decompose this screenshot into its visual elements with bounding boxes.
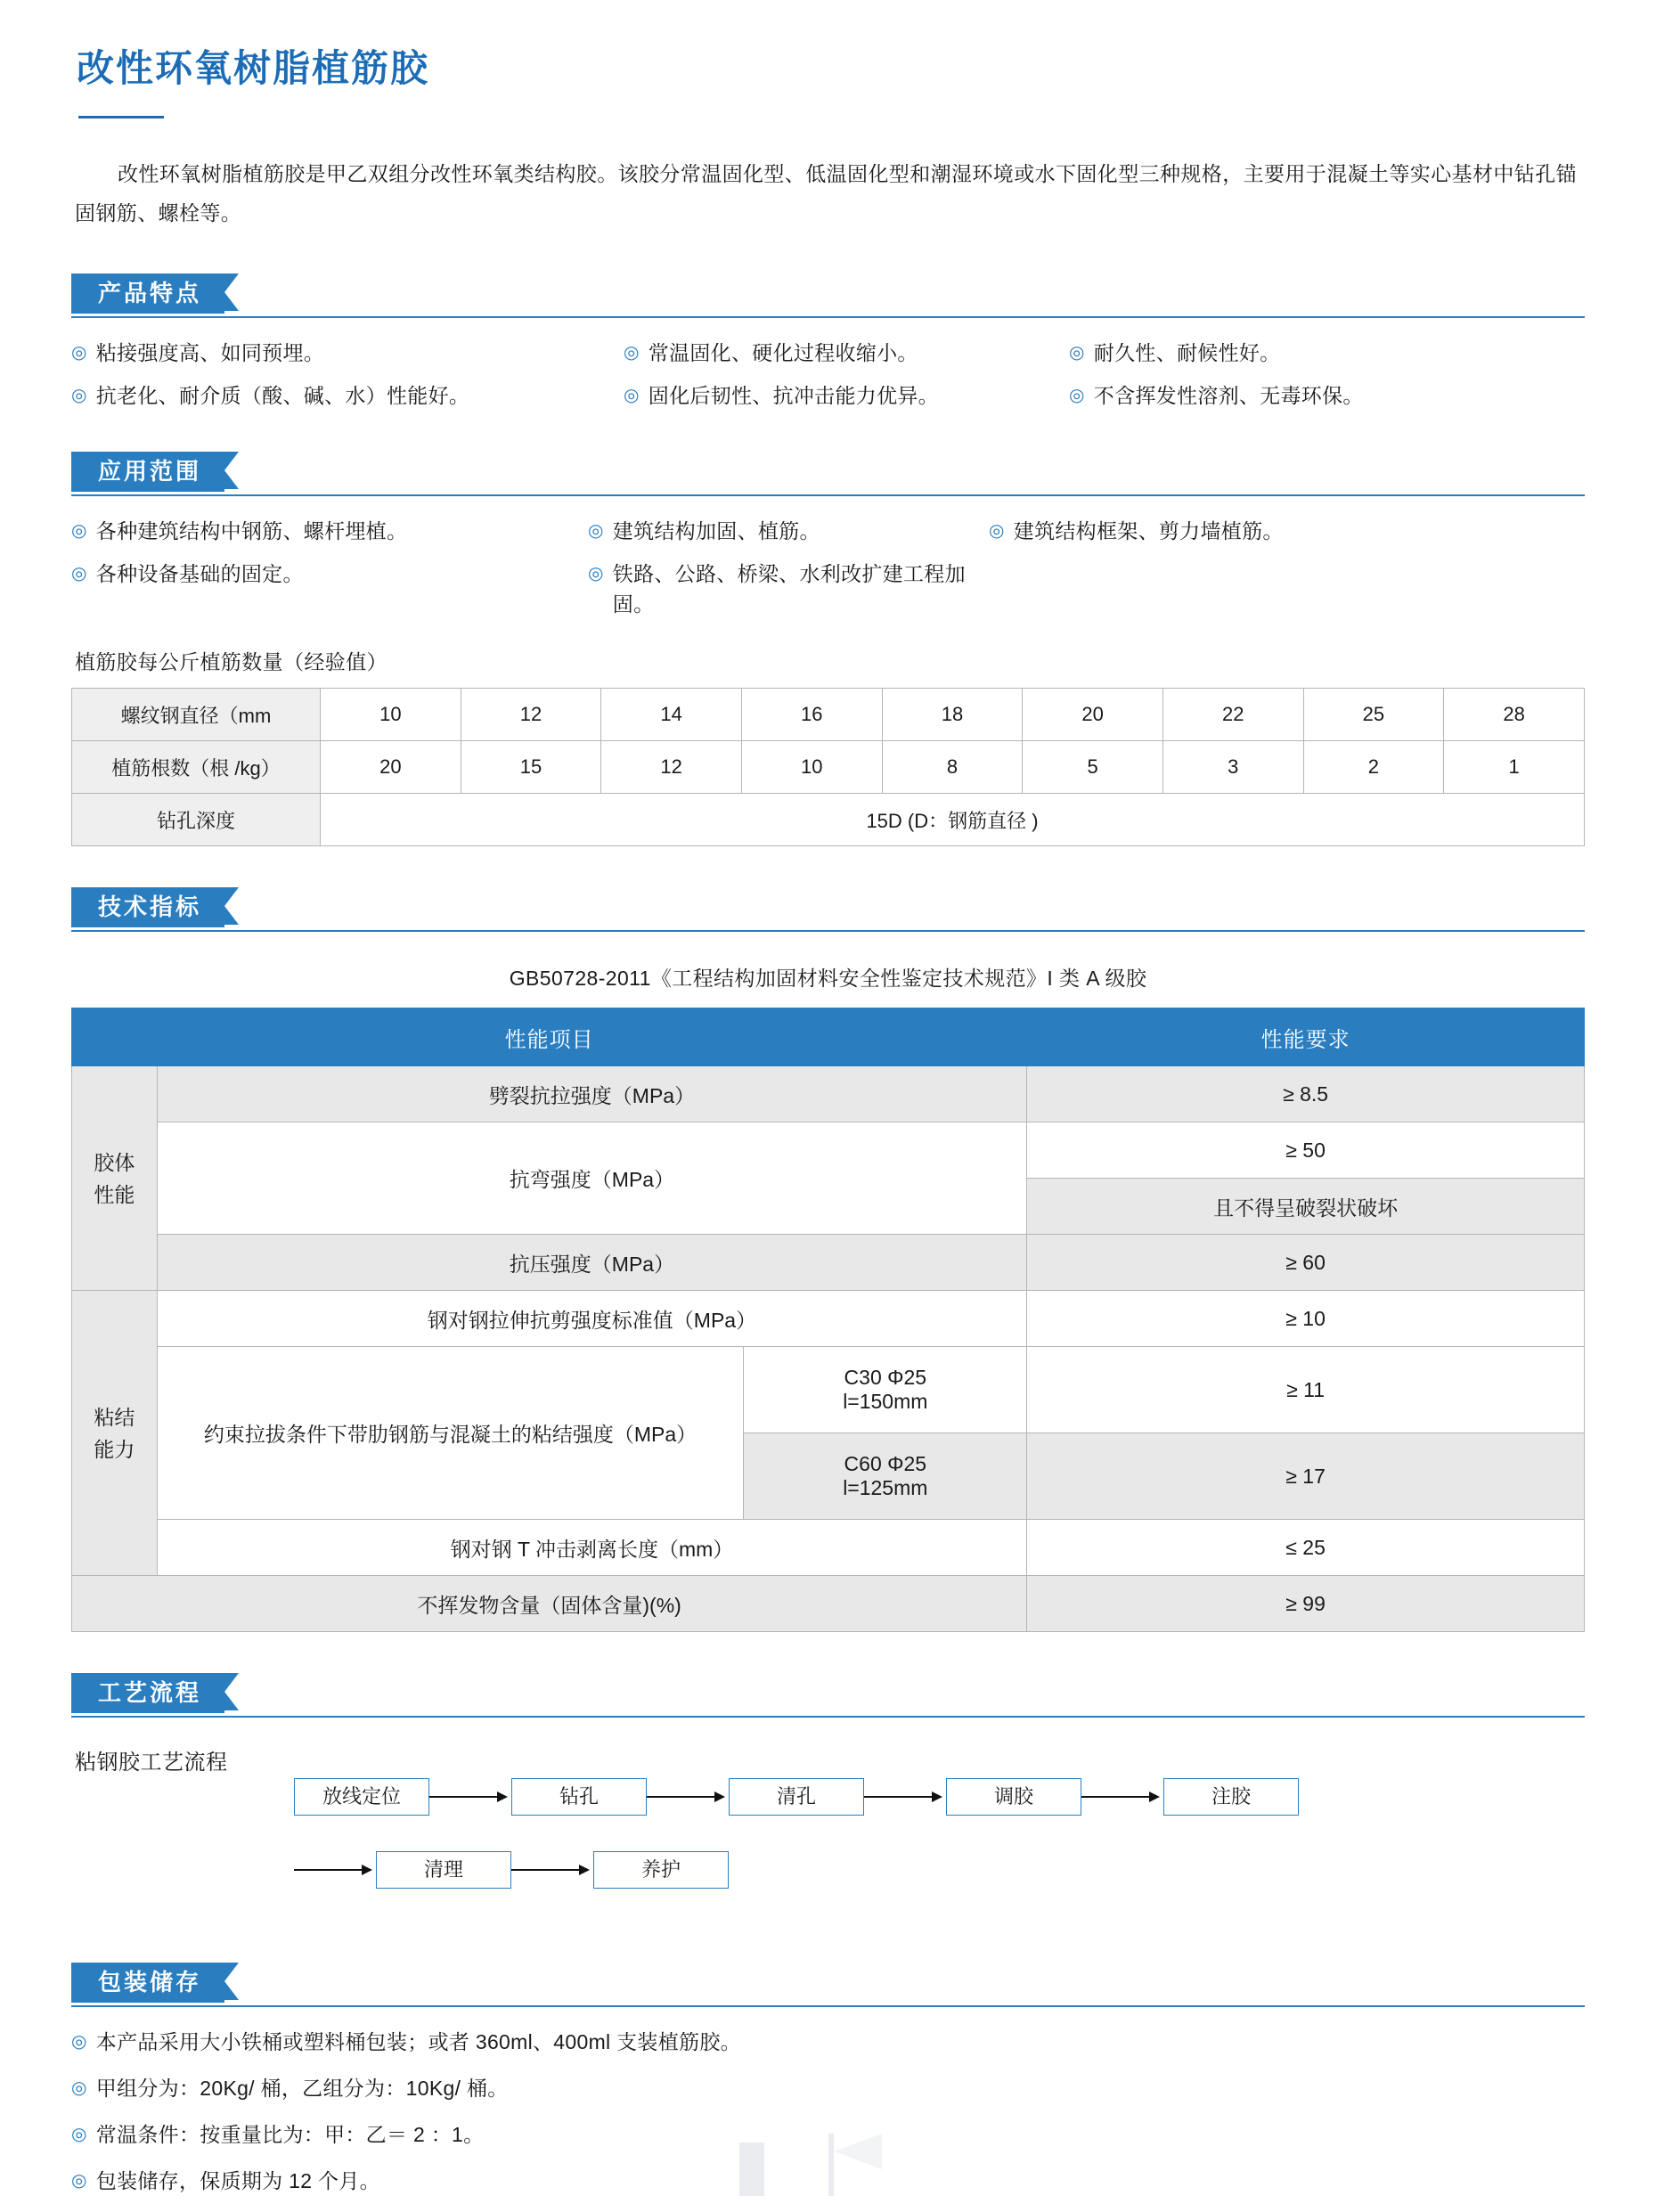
cell: ≥ 17: [1027, 1433, 1585, 1520]
row-label: 螺纹钢直径（mm: [72, 689, 321, 741]
technical-specification-table: [71, 1008, 1585, 1632]
section-header-technical: [71, 887, 1585, 932]
bullet-icon: ◎: [588, 521, 604, 541]
cell: 抗压强度（MPa）: [157, 1235, 1027, 1291]
cell: 25: [1303, 689, 1444, 741]
section-header-process: [71, 1673, 1585, 1718]
section-rule: [71, 494, 1585, 496]
list-item-label: 甲组分为：20Kg/ 桶，乙组分为：10Kg/ 桶。: [95, 2077, 509, 2100]
list-item: [71, 516, 588, 546]
cell-concrete-c30: [744, 1347, 1027, 1433]
group-label-line2: 性能: [94, 1182, 135, 1206]
list-item-label: 建筑结构加固、植筋。: [612, 519, 820, 543]
list-item-label: 建筑结构框架、剪力墙植筋。: [1013, 519, 1284, 543]
bullet-icon: ◎: [588, 564, 604, 584]
list-item-label: 常温固化、硬化过程收缩小。: [648, 341, 918, 364]
group-label-line2: 能力: [94, 1437, 135, 1461]
features-row: [71, 380, 1585, 411]
section-rule: [71, 930, 1585, 932]
cell: 1: [1444, 741, 1585, 794]
bullet-icon: ◎: [71, 564, 87, 584]
flow-arrow-icon: [647, 1792, 729, 1802]
row-label: 钻孔深度: [72, 794, 321, 846]
embedment-length: l=125mm: [843, 1476, 928, 1499]
rebar-table-caption: 植筋胶每公斤植筋数量（经验值）: [75, 650, 387, 673]
bullet-icon: ◎: [624, 343, 640, 363]
flow-step: 清孔: [729, 1778, 864, 1816]
section-title-application: 应用范围: [71, 452, 224, 492]
section-header-application: [71, 452, 1585, 496]
intro-paragraph: 改性环氧树脂植筋胶是甲乙双组分改性环氧类结构胶。该胶分常温固化型、低温固化型和潮湿环境或水下固化型三种规格，主要用于混凝土等实心基材中钻孔锚固钢筋、螺栓等。: [75, 162, 1577, 224]
process-flow-row-2: [294, 1843, 1585, 1897]
flow-arrow-icon: [511, 1865, 593, 1875]
cell: 15: [461, 741, 601, 794]
section-title-packaging: 包装储存: [71, 1963, 224, 2003]
cell: 18: [882, 689, 1023, 741]
bullet-icon: ◎: [71, 2078, 87, 2098]
table-row: [72, 1576, 1585, 1632]
cell: 2: [1303, 741, 1444, 794]
list-item-label: 粘接强度高、如同预埋。: [95, 341, 325, 364]
cell: 14: [601, 689, 742, 741]
cell: 且不得呈破裂状破坏: [1027, 1179, 1585, 1235]
group-label-line1: 粘结: [94, 1405, 135, 1429]
section-rule: [71, 2005, 1585, 2007]
features-row: [71, 338, 1585, 368]
cell: 8: [882, 741, 1023, 794]
list-item: [588, 516, 989, 546]
table-row: [72, 1347, 1585, 1433]
application-list: [71, 516, 1585, 619]
bullet-icon: ◎: [989, 521, 1005, 541]
title-underline: [78, 116, 164, 118]
cell: 15D (D：钢筋直径 ): [321, 794, 1585, 846]
list-item-label: 固化后韧性、抗冲击能力优异。: [648, 384, 939, 407]
embedment-length: l=150mm: [843, 1390, 928, 1413]
cell: 5: [1023, 741, 1163, 794]
row-label: 植筋根数（根 /kg）: [72, 741, 321, 794]
concrete-grade: C30 Φ25: [844, 1366, 927, 1389]
section-rule: [71, 316, 1585, 318]
section-technical: [71, 887, 1585, 1632]
column-header-item: 性能项目: [72, 1008, 1027, 1066]
bullet-icon: ◎: [624, 386, 640, 405]
cell: 不挥发物含量（固体含量)(%): [72, 1576, 1027, 1632]
page-title: 改性环氧树脂植筋胶: [77, 47, 430, 89]
group-label-bonding: [72, 1291, 158, 1576]
list-item: [624, 338, 1069, 368]
section-title-features: 产品特点: [71, 273, 224, 314]
list-item: [1069, 338, 1514, 368]
cell: ≥ 99: [1027, 1576, 1585, 1632]
list-item: [71, 338, 624, 368]
bullet-icon: ◎: [71, 2125, 87, 2144]
cell: 钢对钢 T 冲击剥离长度（mm）: [157, 1520, 1027, 1576]
flow-step: 养护: [593, 1851, 729, 1889]
cell: 10: [741, 741, 882, 794]
table-row: [72, 689, 1585, 741]
bullet-icon: ◎: [71, 386, 87, 405]
table-row: [72, 1066, 1585, 1122]
process-flow-caption: 粘钢胶工艺流程: [75, 1751, 228, 1775]
concrete-grade: C60 Φ25: [844, 1452, 927, 1475]
list-item: [588, 559, 989, 619]
table-row: [72, 1520, 1585, 1576]
process-flow-row-1: [294, 1770, 1585, 1824]
section-application: [71, 452, 1585, 846]
flow-step: 放线定位: [294, 1778, 429, 1816]
cell: ≥ 50: [1027, 1122, 1585, 1179]
flow-step: 钻孔: [511, 1778, 647, 1816]
list-item-label: 各种设备基础的固定。: [95, 562, 304, 585]
list-item-label: 包装储存，保质期为 12 个月。: [95, 2169, 380, 2192]
group-label-line1: 胶体: [94, 1150, 135, 1174]
column-header-requirement: 性能要求: [1027, 1008, 1585, 1066]
cell: 28: [1444, 689, 1585, 741]
table-header-row: [72, 1008, 1585, 1066]
standard-reference: GB50728-2011《工程结构加固材料安全性鉴定技术规范》I 类 A 级胶: [509, 967, 1147, 990]
cell: 劈裂抗拉强度（MPa）: [157, 1066, 1027, 1122]
bullet-icon: ◎: [1069, 386, 1085, 405]
cell: 10: [321, 689, 461, 741]
cell: ≥ 60: [1027, 1235, 1585, 1291]
process-flow-diagram: [71, 1770, 1585, 1922]
cell-concrete-c60: [744, 1433, 1027, 1520]
cell: 抗弯强度（MPa）: [157, 1122, 1027, 1235]
cell: ≥ 10: [1027, 1291, 1585, 1347]
section-features: [71, 273, 1585, 411]
list-item-label: 本产品采用大小铁桶或塑料桶包装；或者 360ml、400ml 支装植筋胶。: [95, 2030, 741, 2053]
list-item: [71, 380, 624, 411]
list-item-label: 常温条件：按重量比为：甲：乙＝ 2 ：1。: [95, 2123, 485, 2146]
bullet-icon: ◎: [1069, 343, 1085, 363]
list-item: [71, 559, 588, 619]
cell: 22: [1162, 689, 1303, 741]
list-item-label: 不含挥发性溶剂、无毒环保。: [1093, 384, 1364, 407]
page-watermark: [722, 2134, 935, 2196]
section-process: [71, 1673, 1585, 1922]
bullet-icon: ◎: [71, 521, 87, 541]
cell: ≥ 11: [1027, 1347, 1585, 1433]
list-item: [1069, 380, 1514, 411]
cell: 20: [1023, 689, 1163, 741]
list-item: [71, 2027, 1585, 2057]
cell: 3: [1162, 741, 1303, 794]
bullet-icon: ◎: [71, 2032, 87, 2052]
list-item-label: 抗老化、耐介质（酸、碱、水）性能好。: [95, 384, 470, 407]
cell: ≤ 25: [1027, 1520, 1585, 1576]
application-row: [71, 516, 1585, 546]
flow-step: 清理: [376, 1851, 511, 1889]
table-row: [72, 794, 1585, 846]
table-row: [72, 741, 1585, 794]
table-row: [72, 1122, 1585, 1179]
cell: 12: [601, 741, 742, 794]
cell: 16: [741, 689, 882, 741]
cell: 12: [461, 689, 601, 741]
bullet-icon: ◎: [71, 343, 87, 363]
cell: 20: [321, 741, 461, 794]
list-item: [989, 516, 1434, 546]
bullet-icon: ◎: [71, 2171, 87, 2191]
list-item-label: 各种建筑结构中钢筋、螺杆埋植。: [95, 519, 408, 543]
cell: 约束拉拔条件下带肋钢筋与混凝土的粘结强度（MPa）: [157, 1347, 744, 1520]
table-row: [72, 1235, 1585, 1291]
list-item-label: 耐久性、耐候性好。: [1093, 341, 1281, 364]
flow-arrow-icon: [294, 1865, 376, 1875]
section-title-process: 工艺流程: [71, 1673, 224, 1713]
list-item: [71, 2073, 1585, 2103]
flow-arrow-icon: [864, 1792, 946, 1802]
flow-arrow-icon: [429, 1792, 511, 1802]
section-title-technical: 技术指标: [71, 887, 224, 927]
flow-arrow-icon: [1081, 1792, 1163, 1802]
table-row: [72, 1291, 1585, 1347]
section-rule: [71, 1716, 1585, 1718]
rebar-quantity-table: [71, 688, 1585, 846]
cell: ≥ 8.5: [1027, 1066, 1585, 1122]
cell: 钢对钢拉伸抗剪强度标准值（MPa）: [157, 1291, 1027, 1347]
application-row: [71, 559, 1585, 619]
group-label-adhesive: [72, 1066, 158, 1291]
features-list: [71, 338, 1585, 411]
list-item-label: 铁路、公路、桥梁、水利改扩建工程加固。: [612, 562, 966, 616]
flow-step: 注胶: [1163, 1778, 1299, 1816]
flow-step: 调胶: [946, 1778, 1081, 1816]
list-item: [624, 380, 1069, 411]
section-header-features: [71, 273, 1585, 318]
